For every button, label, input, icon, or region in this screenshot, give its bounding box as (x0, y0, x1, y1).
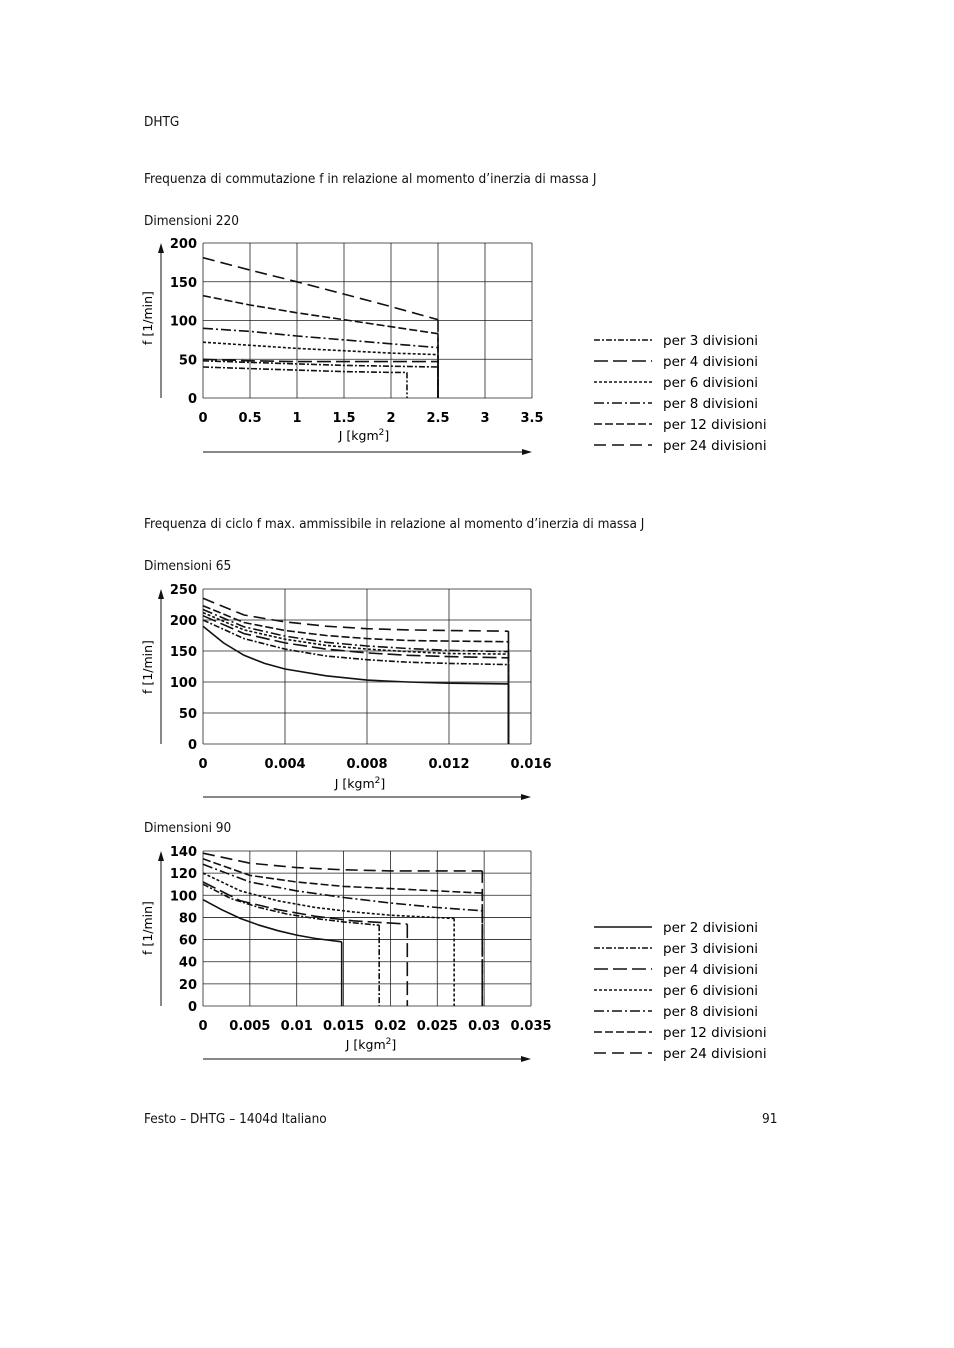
x-tick-label: 0.5 (238, 411, 262, 426)
y-tick-label: 100 (169, 889, 197, 905)
y-direction-arrow-head (158, 589, 164, 599)
x-tick-label: 0.025 (416, 1019, 458, 1034)
legend-label: per 3 divisioni (663, 333, 759, 349)
x-tick-label: 0.015 (323, 1019, 365, 1034)
x-tick-label: 1.5 (332, 411, 356, 426)
y-tick-label: 50 (178, 707, 197, 722)
series-line (203, 900, 342, 942)
x-tick-label: 0.012 (428, 757, 470, 772)
y-tick-label: 120 (169, 867, 197, 883)
x-axis-label: J [kgm$^2$] (338, 428, 390, 443)
x-direction-arrow-head (521, 1056, 531, 1062)
x-direction-arrow-head (522, 449, 532, 455)
x-tick-label: 2 (386, 411, 396, 426)
series-line (203, 598, 508, 631)
legend-label: per 4 divisioni (663, 354, 759, 370)
legend-label: per 3 divisioni (663, 941, 759, 957)
x-tick-label: 2.5 (426, 411, 450, 426)
legend-label: per 6 divisioni (663, 375, 759, 391)
page-number: 91 (762, 1111, 778, 1127)
y-direction-arrow-head (158, 243, 164, 253)
y-tick-label: 0 (187, 738, 197, 753)
series-line (203, 296, 438, 334)
x-tick-label: 0.004 (264, 757, 306, 772)
x-tick-label: 1 (292, 411, 302, 426)
series-line (203, 613, 508, 655)
product-header: DHTG (144, 114, 180, 130)
series-line (203, 853, 482, 871)
x-tick-label: 0.016 (510, 757, 552, 772)
chart2-title: Dimensioni 65 (144, 558, 232, 574)
y-tick-label: 200 (169, 237, 197, 252)
y-tick-label: 150 (169, 275, 197, 291)
y-tick-label: 150 (169, 645, 197, 660)
y-direction-arrow-head (158, 851, 164, 861)
series-line (203, 606, 508, 642)
y-tick-label: 60 (178, 933, 197, 949)
x-tick-label: 0 (198, 757, 208, 772)
y-tick-label: 0 (187, 1000, 197, 1015)
section1-title: Frequenza di commutazione f in relazione al momento d’inerzia di massa J (144, 171, 597, 187)
legend-label: per 8 divisioni (663, 1004, 759, 1020)
legend-label: per 8 divisioni (663, 396, 759, 412)
y-tick-label: 200 (169, 614, 197, 629)
legend-label: per 4 divisioni (663, 962, 759, 978)
y-axis-label: f [1/min] (140, 291, 155, 345)
x-direction-arrow-head (521, 794, 531, 800)
legend-label: per 6 divisioni (663, 983, 759, 999)
series-line (203, 859, 482, 893)
y-axis-label: f [1/min] (140, 640, 155, 694)
x-tick-label: 0.008 (346, 757, 388, 772)
footer-left: Festo – DHTG – 1404d Italiano (144, 1111, 327, 1127)
x-tick-label: 0 (198, 1019, 208, 1034)
legend-label: per 12 divisioni (663, 417, 767, 433)
series-line (203, 616, 508, 658)
series-line (203, 367, 407, 372)
y-tick-label: 100 (169, 314, 197, 330)
y-tick-label: 140 (169, 845, 197, 860)
legend-label: per 24 divisioni (663, 438, 767, 454)
x-axis-label: J [kgm$^2$] (345, 1037, 397, 1052)
chart1-title: Dimensioni 220 (144, 213, 239, 229)
x-tick-label: 3 (480, 411, 490, 426)
x-tick-label: 3.5 (520, 411, 544, 426)
x-tick-label: 0.01 (280, 1019, 313, 1034)
legend-label: per 2 divisioni (663, 920, 759, 936)
x-tick-label: 0.02 (374, 1019, 407, 1034)
y-tick-label: 80 (178, 911, 197, 927)
section2-title: Frequenza di ciclo f max. ammissibile in relazione al momento d’inerzia di massa J (144, 516, 645, 532)
y-axis-label: f [1/min] (140, 901, 155, 955)
y-tick-label: 20 (178, 977, 197, 993)
x-tick-label: 0.03 (468, 1019, 501, 1034)
chart3-title: Dimensioni 90 (144, 820, 232, 836)
y-tick-label: 0 (187, 392, 197, 407)
x-tick-label: 0 (198, 411, 208, 426)
x-axis-label: J [kgm$^2$] (334, 776, 386, 791)
legend-label: per 24 divisioni (663, 1046, 767, 1062)
y-tick-label: 100 (169, 676, 197, 691)
x-tick-label: 0.035 (510, 1019, 552, 1034)
series-line (203, 258, 438, 320)
y-tick-label: 250 (169, 583, 197, 598)
y-tick-label: 50 (178, 353, 197, 369)
y-tick-label: 40 (178, 955, 197, 971)
x-tick-label: 0.005 (229, 1019, 271, 1034)
legend-label: per 12 divisioni (663, 1025, 767, 1041)
